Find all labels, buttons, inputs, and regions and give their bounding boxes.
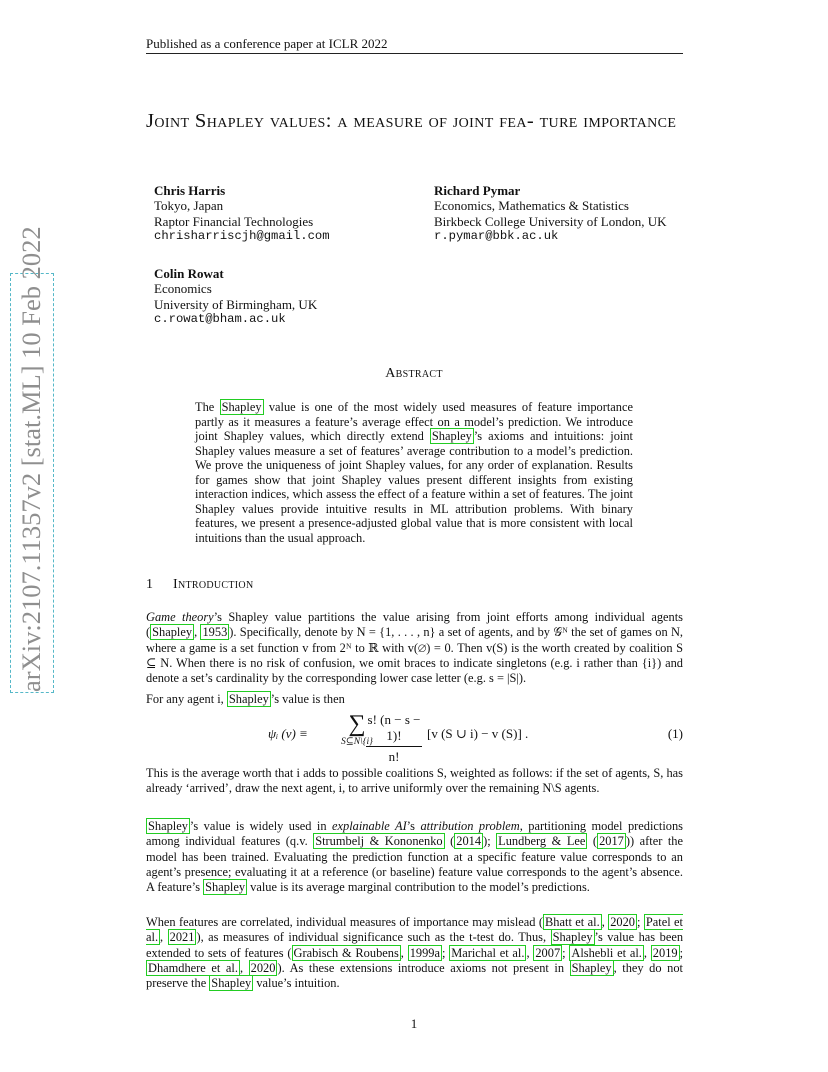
arxiv-identifier-stamp[interactable]: arXiv:2107.11357v2 [stat.ML] 10 Feb 2022 bbox=[10, 273, 54, 693]
text-span: )) after the model has been trained. Evaluating the prediction function at a specific feature value corresponds to an agent’s presence; evaluating it at a reference (or baseline) feature value corresponds to the agent’s absence. A feature’s bbox=[146, 834, 683, 895]
citation-link[interactable]: Shapley bbox=[571, 960, 612, 975]
text-span: ; bbox=[679, 945, 684, 960]
citation-link[interactable]: Alshebli et al. bbox=[571, 945, 642, 960]
paragraph-explainable-ai bbox=[146, 819, 683, 895]
citation-link[interactable]: Shapley bbox=[431, 429, 472, 443]
citation-link[interactable]: Shapley bbox=[148, 819, 188, 833]
section-heading bbox=[146, 577, 253, 593]
text-span: , bbox=[643, 945, 651, 960]
citation-link[interactable]: 2020 bbox=[250, 960, 276, 975]
text-span: When features are correlated, individual measures of importance may mislead ( bbox=[146, 915, 544, 929]
sum-subscript: S⊆N\{i} bbox=[341, 737, 373, 747]
citation-link[interactable]: Shapley bbox=[552, 930, 593, 945]
author-email[interactable]: r.pymar@bbk.ac.uk bbox=[434, 228, 559, 243]
citation-link[interactable]: 2017 bbox=[599, 834, 624, 849]
text-span: ’s axioms and intuitions: joint Shapley values measure a set of features’ average contribution to a model’s prediction. We prove the uniqueness of joint Shapley values, for any order of explanation. Results for games show that joint Shapley values present different insights from existing interaction indices, which assess the effect of a feature within a set of features. The joint Shapley values provide intuitive results in ML attribution problems. With binary features, we present a presence-adjusted global value that is more consistent with local intuitions than the usual approach. bbox=[195, 429, 633, 545]
citation-link[interactable]: 2021 bbox=[169, 930, 195, 945]
citation-link[interactable]: Bhatt et al. bbox=[545, 915, 600, 929]
header-rule bbox=[146, 53, 683, 54]
author-affiliation: Birkbeck College University of London, UK bbox=[434, 213, 667, 229]
text-span: , bbox=[194, 625, 201, 640]
section-title: Introduction bbox=[173, 577, 254, 592]
abstract-text bbox=[195, 400, 633, 545]
citation-link[interactable]: 2019 bbox=[652, 945, 678, 960]
text-span: The bbox=[195, 400, 220, 414]
equation-number: (1) bbox=[667, 726, 683, 741]
citation-link[interactable]: Patel et al. bbox=[146, 915, 683, 945]
paragraph-average-worth: This is the average worth that i adds to possible coalitions S, weighted as follows: if the set of agents, S, has already ‘arrived’, draw the next agent, i, to arrive uniformly over the remaining N\S agents. bbox=[146, 766, 683, 796]
running-header: Published as a conference paper at ICLR 2022 bbox=[146, 36, 388, 51]
citation-link[interactable]: Marichal et al. bbox=[451, 945, 525, 960]
fraction bbox=[366, 712, 422, 765]
text-span: ). As these extensions introduce axioms not present in bbox=[277, 960, 570, 975]
equation-rhs: [v (S ∪ i) − v (S)] . bbox=[427, 726, 529, 741]
citation-link[interactable]: Dhamdhere et al. bbox=[148, 960, 238, 975]
paper-title: Joint Shapley values: a measure of joint fea- ture importance bbox=[146, 110, 677, 132]
equation-lhs: ψᵢ (v) ≡ bbox=[268, 726, 308, 741]
citation-link[interactable]: 1999a bbox=[409, 945, 440, 960]
fraction-numerator: s! (n − s − 1)! bbox=[366, 712, 422, 747]
citation-link[interactable]: Strumbelj & Kononenko bbox=[315, 834, 443, 849]
text-span: , bbox=[601, 915, 609, 929]
text-span: , bbox=[239, 960, 249, 975]
text-span: ( bbox=[444, 834, 455, 849]
paragraph-correlated-features bbox=[146, 915, 683, 991]
author-email[interactable]: chrisharriscjh@gmail.com bbox=[154, 228, 330, 243]
citation-link[interactable]: Shapley bbox=[221, 400, 262, 414]
text-span: ( bbox=[587, 834, 598, 849]
text-span: ), as measures of individual significance such as the t-test do. Thus, bbox=[196, 930, 551, 945]
paragraph-shapley-def bbox=[146, 692, 683, 707]
author-name: Chris Harris bbox=[154, 183, 226, 198]
text-span: ; bbox=[562, 945, 570, 960]
author-name: Colin Rowat bbox=[154, 266, 224, 281]
author-affiliation: Tokyo, Japan bbox=[154, 198, 224, 214]
text-span: value is one of the most widely used measures of feature importance partly as it measures a feature’s average effect on a model’s prediction. We introduce joint Shapley values, which directly extend bbox=[195, 400, 633, 443]
text-span: ’s Shapley value partitions the value arising from joint efforts among individual agents ( bbox=[146, 610, 683, 640]
text-span: , bbox=[400, 945, 408, 960]
author-affiliation: Economics, Mathematics & Statistics bbox=[434, 198, 629, 214]
page-number: 1 bbox=[410, 1016, 418, 1031]
citation-link[interactable]: Shapley bbox=[152, 625, 193, 640]
citation-link[interactable]: Shapley bbox=[228, 692, 269, 706]
citation-link[interactable]: Lundberg & Lee bbox=[498, 834, 586, 849]
equation-1 bbox=[146, 711, 683, 764]
italic-term: explainable AI bbox=[332, 819, 407, 833]
italic-term: Game theory bbox=[146, 610, 214, 624]
text-span: , bbox=[526, 945, 534, 960]
text-span: ; bbox=[637, 915, 644, 929]
section-number: 1 bbox=[146, 577, 154, 592]
text-span: value is its average marginal contribution to the model’s predictions. bbox=[247, 880, 590, 895]
text-span: ’s value has been extended to sets of features ( bbox=[146, 930, 684, 960]
citation-link[interactable]: Shapley bbox=[205, 880, 246, 895]
text-span: value’s intuition. bbox=[253, 976, 340, 991]
text-span: ’s bbox=[406, 819, 421, 833]
author-affiliation: Economics bbox=[154, 281, 212, 297]
italic-term: attribution problem bbox=[420, 819, 520, 833]
author-name: Richard Pymar bbox=[434, 183, 521, 198]
author-email[interactable]: c.rowat@bham.ac.uk bbox=[154, 311, 286, 326]
author-block-1 bbox=[154, 183, 330, 244]
paragraph-intro bbox=[146, 610, 683, 686]
text-span: ’s value is then bbox=[270, 692, 345, 706]
citation-link[interactable]: 2020 bbox=[610, 915, 635, 929]
citation-link[interactable]: Grabisch & Roubens bbox=[293, 945, 399, 960]
text-span: For any agent i, bbox=[146, 692, 227, 706]
citation-link[interactable]: Shapley bbox=[211, 976, 252, 991]
text-span: , they do not preserve the bbox=[146, 960, 683, 991]
text-span: , partitioning model predictions among individual features (q.v. bbox=[146, 819, 683, 849]
text-span: ’s value is widely used in bbox=[189, 819, 332, 833]
sum-symbol: ∑ bbox=[348, 711, 366, 737]
text-span: ). Specifically, denote by N = {1, . . . , n} a set of agents, and by 𝒢ᴺ the set of games on N, where a game is a set function v from 2ᴺ to ℝ with v(∅) = 0. Then v(S) is the worth created by coalition S ⊆ N. When there is no risk of confusion, we omit braces to indicate singletons (e.g. i rather than {i}) and denote a set’s cardinality by the corresponding lower case letter (e.g. s = |S|). bbox=[146, 625, 683, 686]
author-affiliation: University of Birmingham, UK bbox=[154, 296, 318, 312]
abstract-heading: Abstract bbox=[385, 366, 443, 381]
citation-link[interactable]: 2007 bbox=[535, 945, 561, 960]
fraction-denominator: n! bbox=[388, 749, 400, 764]
author-block-2 bbox=[434, 183, 667, 244]
text-span: , bbox=[160, 930, 168, 945]
author-affiliation: Raptor Financial Technologies bbox=[154, 213, 314, 229]
author-block-3 bbox=[154, 266, 317, 327]
citation-link[interactable]: 1953 bbox=[202, 625, 228, 640]
citation-link[interactable]: 2014 bbox=[456, 834, 482, 849]
text-span: ; bbox=[441, 945, 450, 960]
text-span: ); bbox=[483, 834, 497, 849]
